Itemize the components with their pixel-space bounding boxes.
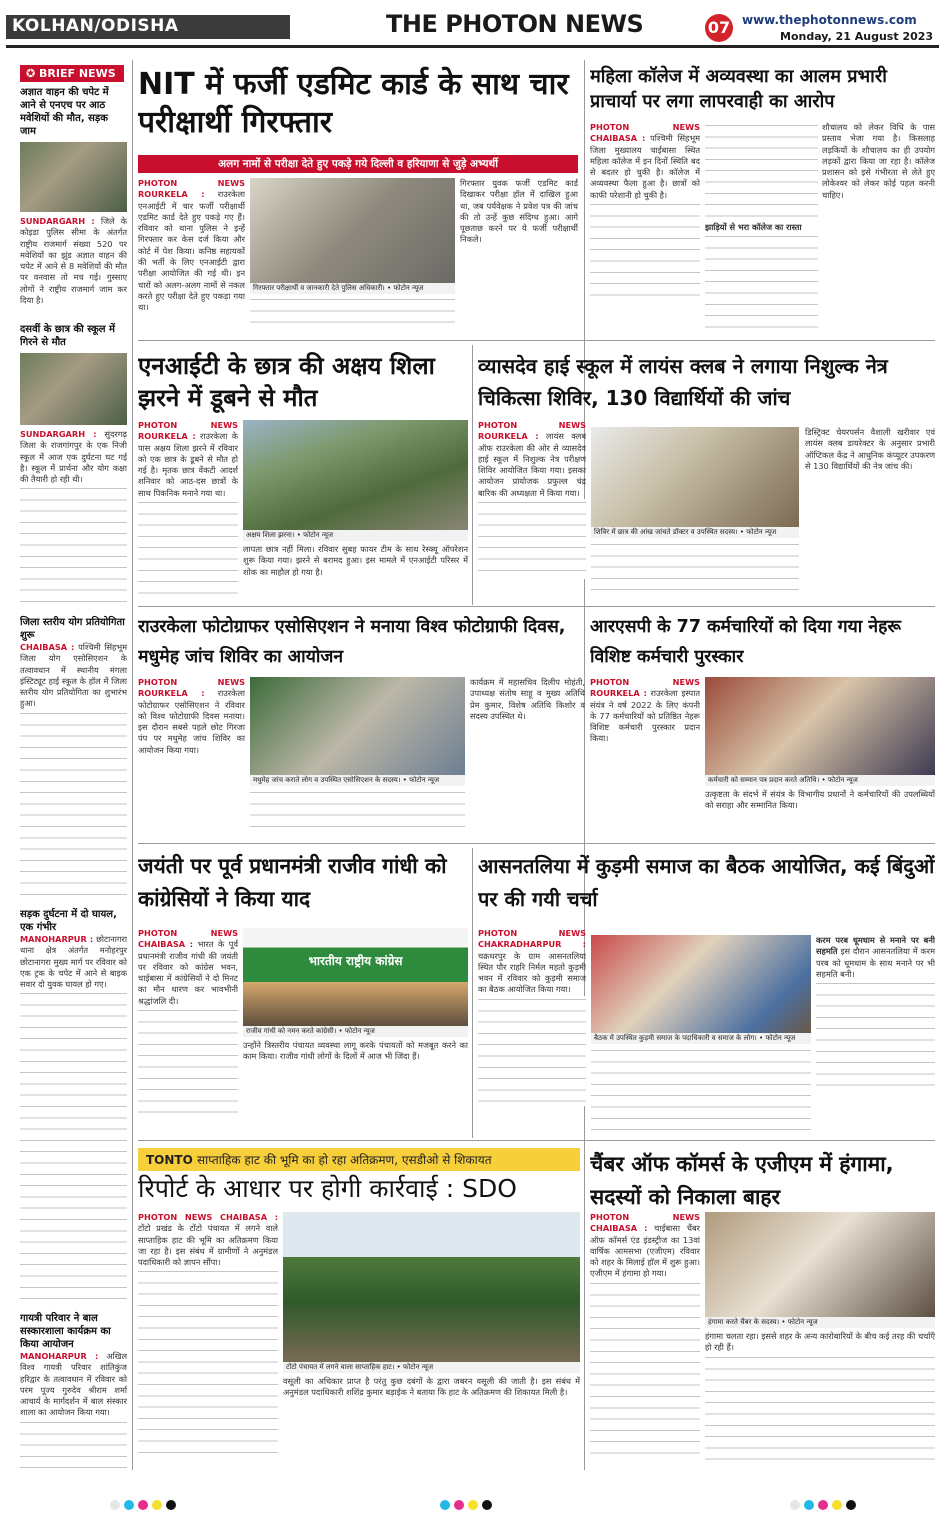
- brief-headline: गायत्री परिवार ने बाल सस्कारशाला कार्यक्रम का किया आयोजन: [20, 1313, 111, 1350]
- brief-body: SUNDARGARH : जिले के कोइडा पुलिस सीमा के अंतर्गत राष्ट्रीय राजमार्ग संख्या 520 पर मवेशियों का झुंड अज्ञात वाहन की चपेट में आने से 8 मवेशियों की मौत पर वनवास तो मच गई। गुस्साए लोगों ने राष्ट्रीय राजमार्ग जाम कर दिया है।: [20, 216, 127, 306]
- article-body-kudmi: PHOTON NEWS CHAKRADHARPUR : चक्रधरपुर के ग्राम आसनतलिया स्थित पौर राहरि निर्मल महतो कुड़मी भवन में रविवार को कुड़मी समाज का बैठक आयोजित किया गया।: [478, 928, 586, 1133]
- brief-headline: अज्ञात वाहन की चपेट में आने से एनएच पर आठ मवेशियों की मौत, सड़क जाम: [20, 87, 109, 137]
- headline-kudmi: आसनतलिया में कुड़मी समाज का बैठक आयोजित, कई बिंदुओं पर की गयी चर्चा: [478, 854, 935, 911]
- article-body-nit-student: PHOTON NEWS ROURKELA : राउरकेला के पास अक्षय शिला झरने में रविवार को एक छात्र के डूबने से मौत हो गई है। मृतक छात्र वेंकटी आदर्श शनिवार को आठ-दस छात्रों के साथ पिकनिक मनाने गया था।: [138, 420, 238, 600]
- article-body-photography-3: कार्यक्रम में महासचिव दिलीप मोहंती, उपाध्यक्ष संतोष साहू व मुख्य अतिथि प्रेम कुमार, विशेष अतिथि किशोर व सदस्य उपस्थित थे।: [470, 677, 585, 721]
- brief-news-icon: ✪: [26, 67, 40, 80]
- photo-photography: [250, 677, 465, 775]
- caption-lions: शिविर में छात्र की आंख जांचते डॉक्टर व उपस्थित सदस्य। • फोटोन न्यूज: [591, 527, 799, 538]
- caption-waterfall: अक्षय शिला झरना। • फोटोन न्यूज: [243, 530, 468, 541]
- brief-body: MANOHARPUR : अखिल विश्व गायत्री परिवार शांतिकुंज हरिद्वार के तत्वावधान में रविवार को परम पूज्य गुरुदेव श्रीराम शर्मा आचार्य के मार्गदर्शन में बाल संस्कार शाला का आयोजन किया गया।: [20, 1351, 127, 1471]
- article-body-nit-2: [250, 296, 455, 333]
- registration-dot: [166, 1500, 176, 1510]
- caption-kudmi: बैठक में उपस्थित कुड़मी समाज के पदाधिकारी व समाज के लोग। • फोटोन न्यूज: [591, 1033, 811, 1044]
- caption-nit: गिरफ्तार परीक्षार्थी व जानकारी देते पुलिस अधिकारी। • फोटोन न्यूज: [250, 283, 455, 294]
- headline-tonto: रिपोर्ट के आधार पर होगी कार्रवाई : SDO: [138, 1174, 517, 1203]
- article-body-tonto-2: वसूली का अधिकार प्राप्त है परंतु कुछ दबंगों के द्वारा जबरन वसूली की जाती है। इस संबंध में अनुमंडल पदाधिकारी शशिंद्र कुमार बड़ाईक ने बताया कि हाट के अतिक्रमण की शिकायत मिली है।: [283, 1376, 580, 1398]
- subhead-nit: अलग नामों से परीक्षा देते हुए पकड़े गये दिल्ली व हरियाणा से जुड़े अभ्यर्थी: [138, 155, 578, 173]
- newspaper-logo: THE PHOTON NEWS: [386, 10, 644, 38]
- headline-lions: व्यासदेव हाई स्कूल में लायंस क्लब ने लगाया निशुल्क नेत्र चिकित्सा शिविर, 130 विद्यार्थियों की जांच: [478, 354, 888, 410]
- registration-dot: [790, 1500, 800, 1510]
- registration-dot: [124, 1500, 134, 1510]
- registration-dot: [818, 1500, 828, 1510]
- section-divider: [138, 843, 935, 844]
- caption-rajiv: राजीव गांधी को नमन करते कांग्रेसी। • फोटोन न्यूज: [243, 1026, 468, 1037]
- article-body-rajiv: PHOTON NEWS CHAIBASA : भारत के पूर्व प्रधानमंत्री राजीव गांधी की जयंती पर रविवार को कांग्रेस भवन, चाईबासा में कांग्रेसियों ने दो मिनट का मौन धारण कर भावभीनी श्रद्धांजलि दी।: [138, 928, 238, 1133]
- caption-rsp: कर्मचारी को सम्मान पत्र प्रदान करते अतिथि। • फोटोन न्यूज: [705, 775, 935, 786]
- article-body-photography: PHOTON NEWS ROURKELA : राउरकेला फोटोग्राफर एसोसिएशन ने रविवार को विश्व फोटोग्राफी दिवस मनाया। इस दौरान सबसे पहले छोट गिरजा पंप पर मधुमेह जांच शिविर का आयोजन किया गया।: [138, 677, 245, 755]
- registration-dot: [110, 1500, 120, 1510]
- page-number-badge: 07: [705, 14, 733, 42]
- brief-headline: जिला स्तरीय योग प्रतियोगिता शुरू: [20, 617, 125, 641]
- article-body-rsp: PHOTON NEWS ROURKELA : राउरकेला इस्पात संयंत्र ने वर्ष 2022 के लिए कंपनी के 77 कर्मचारियों को प्रतिष्ठित नेहरू विशिष्ट कर्मचारी पुरस्कार प्रदान किया।: [590, 677, 700, 744]
- photo-nit: [250, 178, 455, 283]
- headline-nit-student: एनआईटी के छात्र की अक्षय शिला झरने में डूबने से मौत: [138, 352, 435, 412]
- congress-banner: भारतीय राष्ट्रीय कांग्रेस: [308, 954, 403, 968]
- article-body-college-2: [705, 122, 818, 332]
- brief-body: SUNDARGARH : सुंदरगढ़ जिला के राजगांगपुर के एक निजी स्कूल में आज एक दुर्घटना घट गई है। स्कूल में प्रार्थना और योग कक्षा की तैयारी हो रही थी।: [20, 429, 127, 612]
- article-body-chamber: PHOTON NEWS CHAIBASA : चाईबासा चैंबर ऑफ कॉमर्स एंड इंडस्ट्रीज का 13वां वार्षिक आमसभा (एजीएम) रविवार को शहर के मिलाई हॉल में शुरू हुआ। एजीएम में हंगामा हो गया।: [590, 1212, 700, 1470]
- headline-rsp: आरएसपी के 77 कर्मचारियों को दिया गया नेहरू विशिष्ट कर्मचारी पुरस्कार: [590, 617, 902, 667]
- article-body-kudmi-2: [591, 1047, 811, 1133]
- article-body-college: PHOTON NEWS CHAIBASA : पश्चिमी सिंहभूम जिला मुख्यालय चाईबासा स्थित महिला कॉलेज में इन दिनों स्थिति बद से बदतर हो चुकी है। कॉलेज में अव्यवस्था फैला हुआ है। छात्रों को काफी परेशानी हो चुकी है।: [590, 122, 700, 332]
- print-registration-bar: [0, 1478, 945, 1516]
- article-body-rsp-2: उत्कृष्टता के संदर्भ में संयंत्र के विभागीय प्रधानों ने कर्मचारियों की उपलब्धियों को सराहा और सम्मानित किया।: [705, 789, 935, 811]
- registration-dot: [468, 1500, 478, 1510]
- section-divider: [138, 1140, 935, 1141]
- registration-dot: [454, 1500, 464, 1510]
- article-body-lions-2: [591, 541, 799, 600]
- photo-kudmi: [591, 935, 811, 1033]
- article-body-photography-2: [250, 789, 465, 837]
- registration-dot: [804, 1500, 814, 1510]
- article-body-lions: PHOTON NEWS ROURKELA : लायंस क्लब ऑफ राउरकेला की ओर से व्यासदेव हाई स्कूल में निशुल्क नेत्र परीक्षण शिविर आयोजित किया गया। इसका आयोजन प्रायोजक प्रफुल्ल चंद्र बारिक की अध्यक्षता में किया गया।: [478, 420, 586, 600]
- brief-photo: [20, 353, 127, 425]
- article-body-kudmi-3: करम परब धूमधाम से मनाने पर बनी सहमति इस दौरान आसनतलिया में करम परब को धूमधाम के साथ मनाने पर भी सहमति बनी।: [816, 935, 935, 1133]
- photo-tonto: [283, 1212, 580, 1362]
- section-divider: [138, 340, 935, 341]
- headline-college: महिला कॉलेज में अव्यवस्था का आलम प्रभारी प्राचार्या पर लगा लापरवाही का आरोप: [590, 66, 887, 112]
- brief-headline: सड़क दुर्घटना में दो घायल, एक गंभीर: [20, 909, 117, 933]
- registration-dot: [152, 1500, 162, 1510]
- article-body-nit: PHOTON NEWS ROURKELA : राउरकेला एनआईटी में चार फर्जी परीक्षार्थी एडमिट कार्ड देते हुए पकड़े गए हैं। रविवार को थाना पुलिस ने इन्हें गिरफ्तार कर केस दर्ज किया और कोर्ट में पेश किया। कनिष्ठ सहायकों की भर्ती के लिए एनआईटी द्वारा परीक्षा आयोजित की गई थी। इन चारों को अलग-अलग नामों से नकल करते हुए परीक्षा देते हुए पकड़ा गया था।: [138, 178, 245, 313]
- column-divider: [472, 345, 473, 605]
- subhead-kudmi: करम परब धूमधाम से मनाने पर बनी सहमति: [816, 935, 935, 957]
- article-body-tonto: PHOTON NEWS CHAIBASA : टोंटो प्रखंड के टोंटो पंचायत में लगने वाले साप्ताहिक हाट की भूमि का अतिक्रमण किया जा रहा है। इस संबंध में ग्रामीणों ने अनुमंडल पदाधिकारी को ज्ञापन सौंपा।: [138, 1212, 278, 1470]
- brief-news-label: ✪ BRIEF NEWS: [20, 65, 124, 82]
- registration-dot: [138, 1500, 148, 1510]
- brief-column: [20, 86, 127, 1471]
- caption-photography: मधुमेह जांच कराते लोग व उपस्थित एसोसिएशन के सदस्य। • फोटोन न्यूज: [250, 775, 465, 786]
- caption-chamber: हंगामा करते चैंबर के सदस्य। • फोटोन न्यूज: [705, 1317, 935, 1328]
- headline-photography: राउरकेला फोटोग्राफर एसोसिएशन ने मनाया विश्व फोटोग्राफी दिवस, मधुमेह जांच शिविर का आयोजन: [138, 617, 566, 667]
- headline-nit: NIT में फर्जी एडमिट कार्ड के साथ चार परीक्षार्थी गिरफ्तार: [138, 67, 569, 140]
- article-body-nit-student-2: लापता छात्र नहीं मिला। रविवार सुबह फायर टीम के साथ रेस्क्यू ऑपरेशन शुरू किया गया। झरने से बरामद हुआ। इस मामले में एनआईटी परिसर में शोक का माहौल हो गया है।: [243, 544, 468, 577]
- article-body-chamber-2: हंगामा चलता रहा। इससे शहर के अन्य कारोबारियों के बीच कई तरह की चर्चाएँ हो रही हैं।: [705, 1331, 935, 1470]
- tonto-strap: TONTO साप्ताहिक हाट की भूमि का हो रहा अतिक्रमण, एसडीओ से शिकायत: [138, 1148, 580, 1171]
- headline-chamber: चैंबर ऑफ कॉमर्स के एजीएम में हंगामा, सदस्यों को निकाला बाहर: [590, 1152, 894, 1209]
- registration-dot: [440, 1500, 450, 1510]
- column-divider: [472, 848, 473, 1138]
- subhead-college: झाड़ियों से भरा कॉलेज का रास्ता: [705, 222, 802, 232]
- section-title: KOLHAN/ODISHA: [6, 15, 290, 39]
- issue-date: Monday, 21 August 2023: [780, 30, 934, 43]
- masthead-rule: [6, 45, 939, 48]
- photo-lions: [591, 427, 799, 527]
- article-body-nit-3: गिरफ्तार युवक फर्जी एडमिट कार्ड दिखाकर परीक्षा हॉल में दाखिल हुआ था, जब पर्यवेक्षक ने प्रवेश पत्र की जांच की तो उन्हें कुछ संदिग्ध हुआ। आगे पूछताछ करने पर ये फर्जी परीक्षार्थी निकले।: [460, 178, 578, 245]
- article-body-college-3: शौचालय को लेकर विधि के पास प्रस्ताव भेजा गया है। किसलाह लड़कियों के शौचालय का ही उपयोग लड़कों द्वारा किया जा रहा है। कॉलेज प्रशासन को इसे गंभीरता से लेते हुए लोकेश्वर को लेकर कोई पहल करनी चाहिए।: [822, 122, 935, 200]
- photo-rsp: [705, 677, 935, 775]
- caption-tonto: टोंटो पंचायत में लगने वाला साप्ताहिक हाट। • फोटोन न्यूज: [283, 1362, 580, 1373]
- section-divider: [138, 606, 935, 607]
- headline-rajiv: जयंती पर पूर्व प्रधानमंत्री राजीव गांधी को कांग्रेसियों ने किया याद: [138, 854, 447, 911]
- article-body-rajiv-2: उन्होंने त्रिस्तरीय पंचायत व्यवस्था लागू करके पंचायतों को मजबूत करने का काम किया। राजीव गांधी लोगों के दिलों में आज भी जिंदा हैं।: [243, 1040, 468, 1062]
- registration-dot: [482, 1500, 492, 1510]
- photo-waterfall: [243, 420, 468, 530]
- photo-rajiv: [243, 928, 468, 1026]
- brief-headline: दसवीं के छात्र की स्कूल में गिरने से मौत: [20, 324, 116, 348]
- article-body-lions-3: डिस्ट्रिक्ट चेयरपर्सन वैशाली खरीवार एवं लायंस क्लब डायरेक्टर के अनुसार प्रभारी ऑप्टिकल केंद्र ने आधुनिक कंप्यूटर उपकरण से 130 विद्यार्थियों की नेत्र जांच की।: [805, 427, 935, 471]
- brief-body: CHAIBASA : पश्चिमी सिंहभूम जिला योग एसोसिएशन के तत्वावधान में स्थानीय मंगला इंस्टिट्यूट हाई स्कूल के हॉल में जिला स्तरीय योग प्रतियोगिता का शुभारंभ हुआ।: [20, 642, 127, 904]
- registration-dot: [846, 1500, 856, 1510]
- brief-photo: [20, 142, 127, 212]
- photo-chamber: [705, 1212, 935, 1317]
- website-link[interactable]: www.thephotonnews.com: [742, 13, 917, 27]
- brief-body: MANOHARPUR : छोटानागरा थाना क्षेत्र अंतर्गत मनोहरपुर छोटानागरा मुख्य मार्ग पर रविवार को एक ट्रक के चपेट में आने से बाइक सवार दो युवक घायल हो गए।: [20, 934, 127, 1308]
- registration-dot: [832, 1500, 842, 1510]
- column-divider: [132, 60, 133, 1470]
